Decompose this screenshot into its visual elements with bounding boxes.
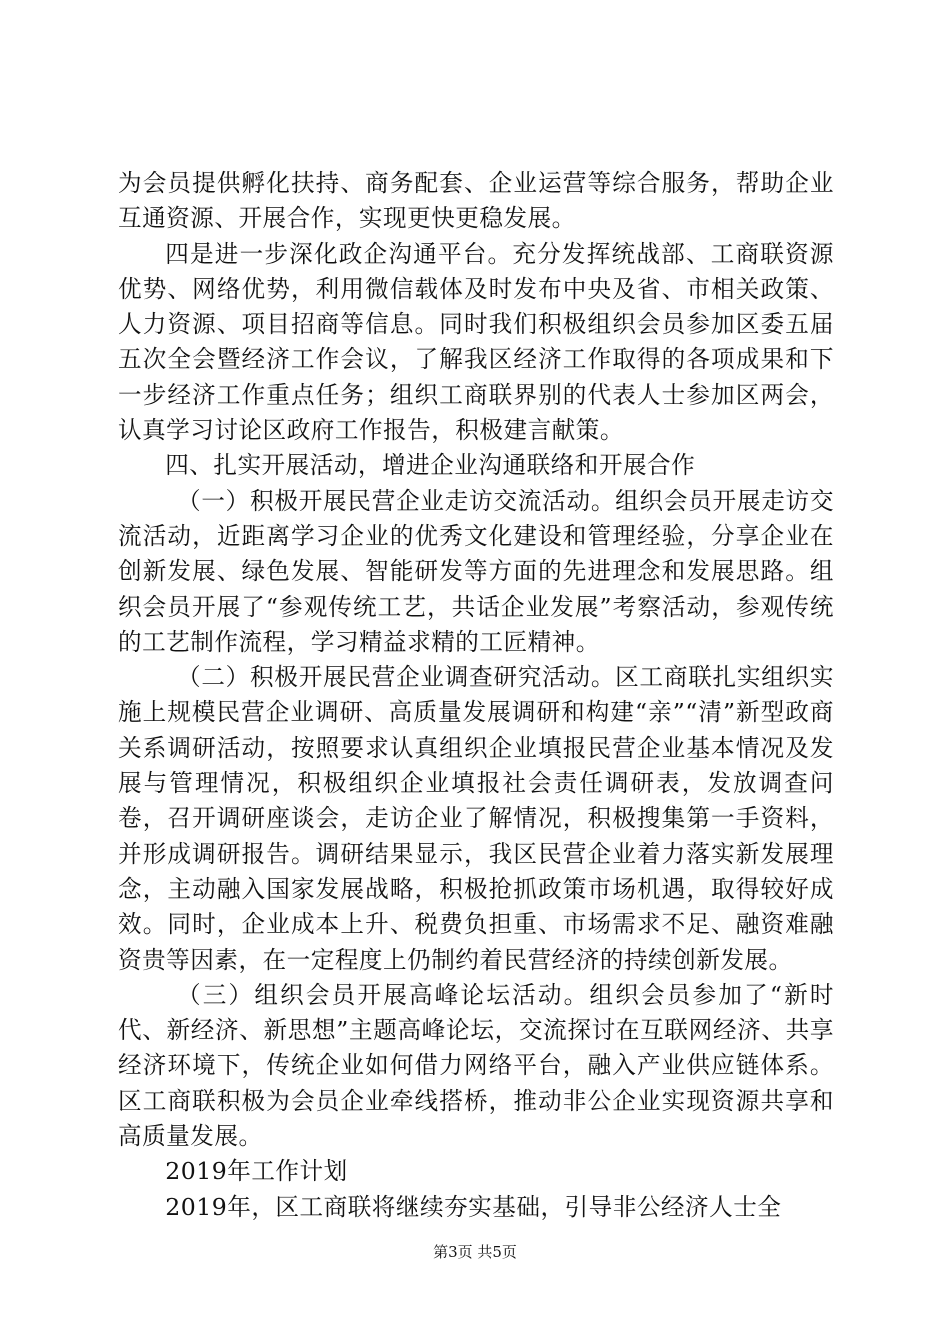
page-number-footer: 第3页 共5页 xyxy=(433,1243,517,1261)
paragraph-policy-platform: 四是进一步深化政企沟通平台。充分发挥统战部、工商联资源优势、网络优势，利用微信载体及时发布中央及省、市相关政策、人力资源、项目招商等信息。同时我们积极组织会员参加区委五届五次全会暨经济工作会议，了解我区经济工作取得的各项成果和下一步经济工作重点任务；组织工商联界别的代表人士参加区两会，认真学习讨论区政府工作报告，积极建言献策。 xyxy=(118,239,834,445)
paragraph-work-plan-intro: 2019年，区工商联将继续夯实基础，引导非公经济人士全 xyxy=(165,1192,782,1221)
body-text xyxy=(118,166,834,1225)
section-heading-work-plan: 2019年工作计划 xyxy=(165,1157,348,1186)
paragraph-continuation: 为会员提供孵化扶持、商务配套、企业运营等综合服务，帮助企业互通资源、开展合作，实现更快更稳发展。 xyxy=(118,169,834,233)
paragraph-survey-research: （二）积极开展民营企业调查研究活动。区工商联扎实组织实施上规模民营企业调研、高质量发展调研和构建“亲”“清”新型政商关系调研活动，按照要求认真组织企业填报民营企业基本情况及发展与管理情况，积极组织企业填报社会责任调研表，发放调查问卷，召开调研座谈会，走访企业了解情况，积极搜集第一手资料，并形成调研报告。调研结果显示，我区民营企业着力落实新发展理念，主动融入国家发展战略，积极抢抓政策市场机遇，取得较好成效。同时，企业成本上升、税费负担重、市场需求不足、融资难融资贵等因素，在一定程度上仍制约着民营经济的持续创新发展。 xyxy=(118,663,834,974)
paragraph-summit-forum: （三）组织会员开展高峰论坛活动。组织会员参加了“新时代、新经济、新思想”主题高峰论坛，交流探讨在互联网经济、共享经济环境下，传统企业如何借力网络平台，融入产业供应链体系。区工商联积极为会员企业牵线搭桥，推动非公企业实现资源共享和高质量发展。 xyxy=(118,980,834,1151)
paragraph-visit-exchange: （一）积极开展民营企业走访交流活动。组织会员开展走访交流活动，近距离学习企业的优秀文化建设和管理经验，分享企业在创新发展、绿色发展、智能研发等方面的先进理念和发展思路。组织会员开展了“参观传统工艺，共话企业发展”考察活动，参观传统的工艺制作流程，学习精益求精的工匠精神。 xyxy=(118,486,834,656)
section-heading-activities: 四、扎实开展活动，增进企业沟通联络和开展合作 xyxy=(165,451,696,480)
